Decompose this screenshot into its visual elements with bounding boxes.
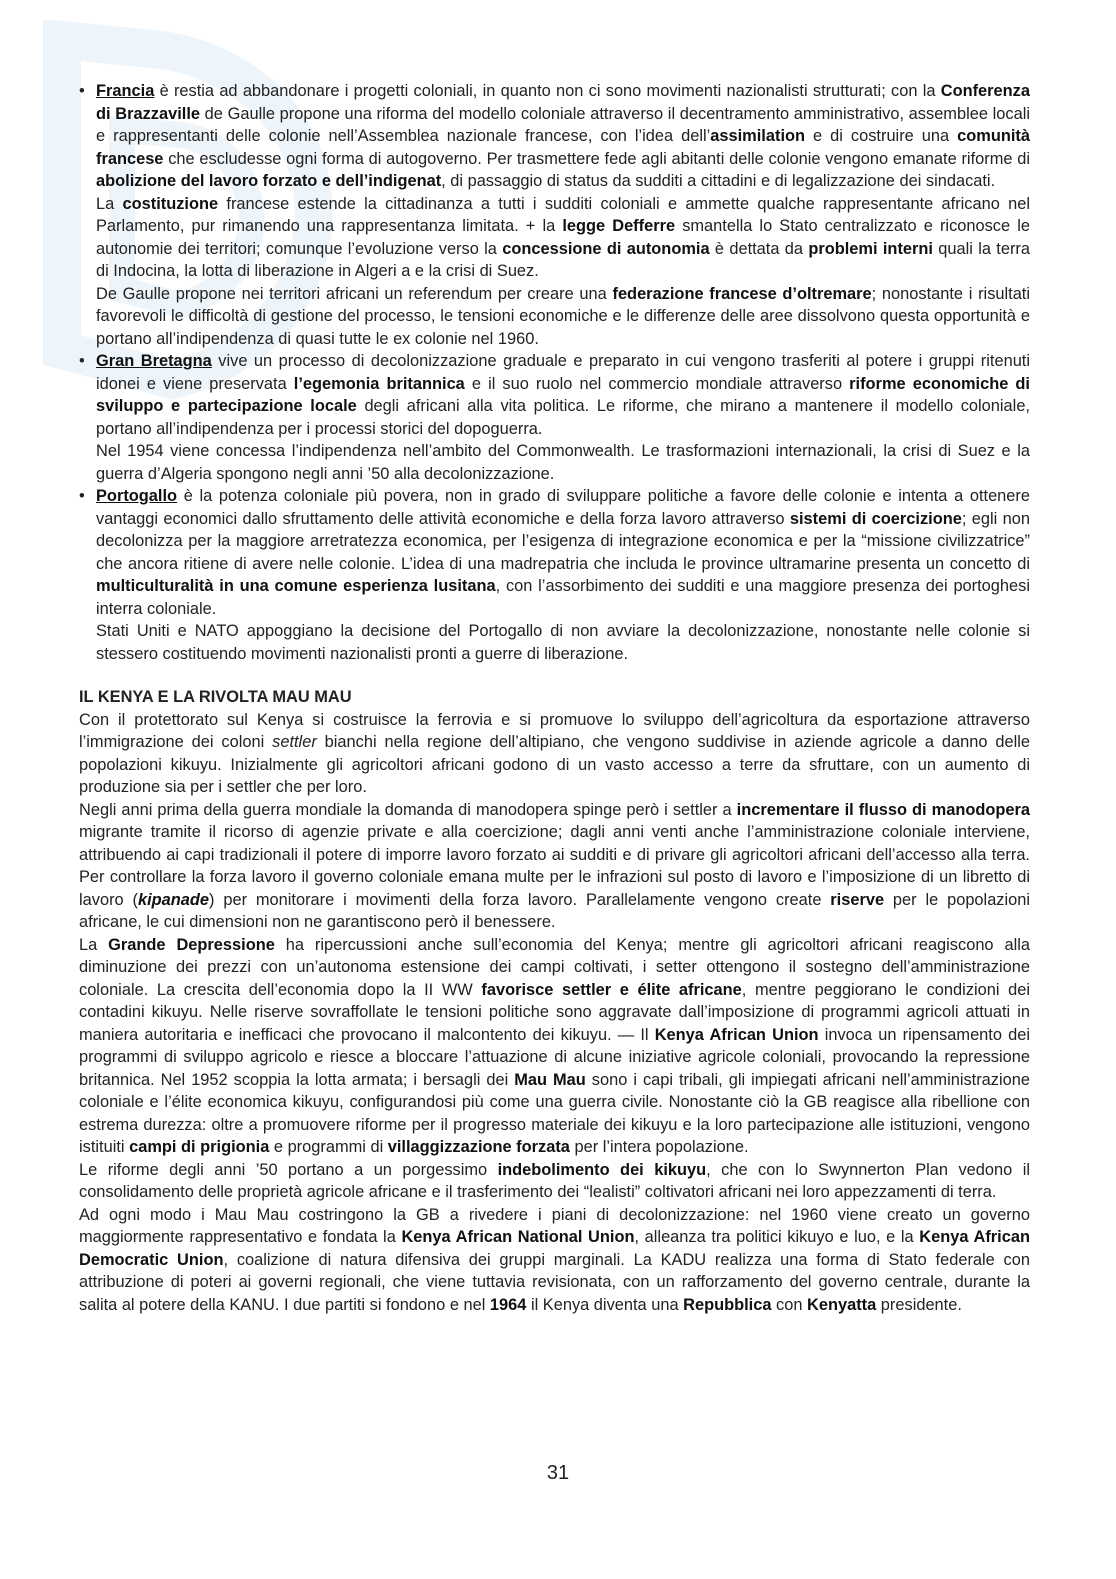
page-content <box>79 80 1030 1316</box>
paragraph: Portogallo è la potenza coloniale più povera, non in grado di sviluppare politiche a favore delle colonie e intenta a ottenere vantaggi economici dallo sfruttamento delle attività economiche e della forza lavoro attraverso sistemi di coercizione; egli non decolonizza per la maggiore arretratezza economica, per l’esigenza di integrazione economica e per la “missione civilizzatrice” che ancora ritiene di avere nelle colonie. L’idea di una madrepatria che includa le province ultramarine presenta un concetto di multiculturalità in una comune esperienza lusitana, con l’assorbimento dei sudditi e una maggiore presenza dei portoghesi interra coloniale. <box>96 487 1030 618</box>
paragraph: La costituzione francese estende la cittadinanza a tutti i sudditi coloniali e ammette qualche rappresentante africano nel Parlamento, pur rimanendo una rappresentanza limitata. + la legge Defferre smantella lo Stato centralizzato e riconosce le autonomie dei territori; comunque l’evoluzione verso la concessione di autonomia è dettata da problemi interni quali la terra di Indocina, la lotta di liberazione in Algeri a e la crisi di Suez. <box>96 194 1031 280</box>
bullet-lead: Portogallo <box>96 487 178 505</box>
bullet-dot: • <box>79 82 85 100</box>
paragraph: Ad ogni modo i Mau Mau costringono la GB a rivedere i piani di decolonizzazione: nel 1960 viene creato un governo maggiormente rappresentativo e fondata la Kenya African National Union, alleanza tra politici kikuyo e luo, e la Kenya African Democratic Union, coalizione di natura difensiva dei gruppi marginali. La KADU realizza una forma di Stato federale con attribuzione di poteri ai governi regionali, che viene tuttavia revisionata, con un rafforzamento del governo centrale, durante la salita al potere della KANU. I due partiti si fondono e nel 1964 il Kenya diventa una Repubblica con Kenyatta presidente. <box>79 1205 1030 1314</box>
paragraph: Francia è restia ad abbandonare i progetti coloniali, in quanto non ci sono movimenti nazionalisti strutturati; con la Conferenza di Brazzaville de Gaulle propone una riforma del modello coloniale attraverso il decentramento amministrativo, assemblee locali e rappresentanti delle colonie nell’Assemblea nazionale francese, con l’idea dell’assimilation e di costruire una comunità francese che escludesse ogni forma di autogoverno. Per trasmettere fede agli abitanti delle colonie vengono emanate riforme di abolizione del lavoro forzato e dell’indigenat, di passaggio di status da sudditi a cittadini e di legalizzazione dei sindacati. <box>96 82 1031 190</box>
bullet-lead: Francia <box>96 82 155 100</box>
paragraph: De Gaulle propone nei territori africani un referendum per creare una federazione francese d’oltremare; nonostante i risultati favorevoli le difficoltà di gestione del processo, le tensioni economiche e le differenze delle aree dissolvono questa opportunità e portano all’indipendenza di quasi tutte le ex colonie nel 1960. <box>96 284 1031 348</box>
bullet-gran-bretagna <box>79 350 1030 485</box>
paragraph: Nel 1954 viene concessa l’indipendenza nell’ambito del Commonwealth. Le trasformazioni internazionali, la crisi di Suez e la guerra d’Algeria spongono negli anni ’50 alla decolonizzazione. <box>96 442 1030 483</box>
paragraph: Gran Bretagna vive un processo di decolonizzazione graduale e preparato in cui vengono trasferiti al potere i gruppi ritenuti idonei e viene preservata l’egemonia britannica e il suo ruolo nel commercio mondiale attraverso riforme economiche di sviluppo e partecipazione locale degli africani alla vita politica. Le riforme, che mirano a mantenere il modello coloniale, portano all’indipendenza per i processi storici del dopoguerra. <box>96 352 1030 438</box>
paragraph: Con il protettorato sul Kenya si costruisce la ferrovia e si promuove lo sviluppo dell’agricoltura da esportazione attraverso l’immigrazione dei coloni settler bianchi nella regione dell’altipiano, che vengono suddivise in aziende agricole a danno delle popolazioni kikuyu. Inizialmente gli agricoltori africani godono di un vasto accesso a terre da sfruttare, con un aumento di produzione sia per i settler che per loro. <box>79 710 1030 796</box>
bullet-portogallo <box>79 485 1030 665</box>
paragraph: Negli anni prima della guerra mondiale la domanda di manodopera spinge però i settler a incrementare il flusso di manodopera migrante tramite il ricorso di agenzie private e alla coercizione; dagli anni venti anche l’amministrazione coloniale interviene, attribuendo ai capi tradizionali il potere di imporre lavoro forzato ai sudditi e di privare gli agricoltori africani dell’accesso alla terra. Per controllare la forza lavoro il governo coloniale emana multe per le infrazioni sul posto di lavoro e l’imposizione di un libretto di lavoro (kipanade) per monitorare i movimenti della forza lavoro. Parallelamente vengono create riserve per le popolazioni africane, le cui dimensioni non ne garantiscono però il benessere. <box>79 800 1031 931</box>
paragraph: Le riforme degli anni ’50 portano a un porgessimo indebolimento dei kikuyu, che con lo Swynnerton Plan vedono il consolidamento delle proprietà agricole africane e il trasferimento dei “lealisti” coltivatori africani nei loro appezzamenti di terra. <box>79 1160 1030 1201</box>
bullet-dot: • <box>79 352 85 370</box>
bullet-dot: • <box>79 487 85 505</box>
bullet-francia <box>79 80 1030 350</box>
paragraph: La Grande Depressione ha ripercussioni anche sull’economia del Kenya; mentre gli agricoltori africani reagiscono alla diminuzione dei prezzi con un’autonoma estensione dei campi coltivati, i setter ottengono il sostegno dell’amministrazione coloniale. La crescita dell’economia dopo la II WW favorisce settler e élite africane, mentre peggiorano le condizioni dei contadini kikuyu. Nelle riserve sovraffollate le tensioni politiche sono aggravate dall’imposizione di programmi agricoli attuati in maniera autoritaria e inefficaci che provocano il malcontento dei kikuyu. — Il Kenya African Union invoca un ripensamento dei programmi di sviluppo agricolo e riesce a bloccare l’attuazione di alcune iniziative agricole coloniali, provocando la repressione britannica. Nel 1952 scoppia la lotta armata; i bersagli dei Mau Mau sono i capi tribali, gli impiegati africani nell’amministrazione coloniale e l’élite economica kikuyu, configurandosi più come una guerra civile. Nonostante ciò la GB reagisce alla ribellione con estrema durezza: oltre a promuovere riforme per il progresso materiale dei kikuyu e la loro partecipazione alle istituzioni, vengono istituiti campi di prigionia e programmi di villaggizzazione forzata per l’intera popolazione. <box>79 935 1031 1156</box>
section-title: IL KENYA E LA RIVOLTA MAU MAU <box>79 688 352 706</box>
paragraph: Stati Uniti e NATO appoggiano la decisione del Portogallo di non avviare la decolonizzazione, nonostante nelle colonie si stessero costituendo movimenti nazionalisti pronti a guerre di liberazione. <box>96 622 1030 663</box>
bullet-lead: Gran Bretagna <box>96 352 212 370</box>
page-number: 31 <box>546 1462 570 1484</box>
